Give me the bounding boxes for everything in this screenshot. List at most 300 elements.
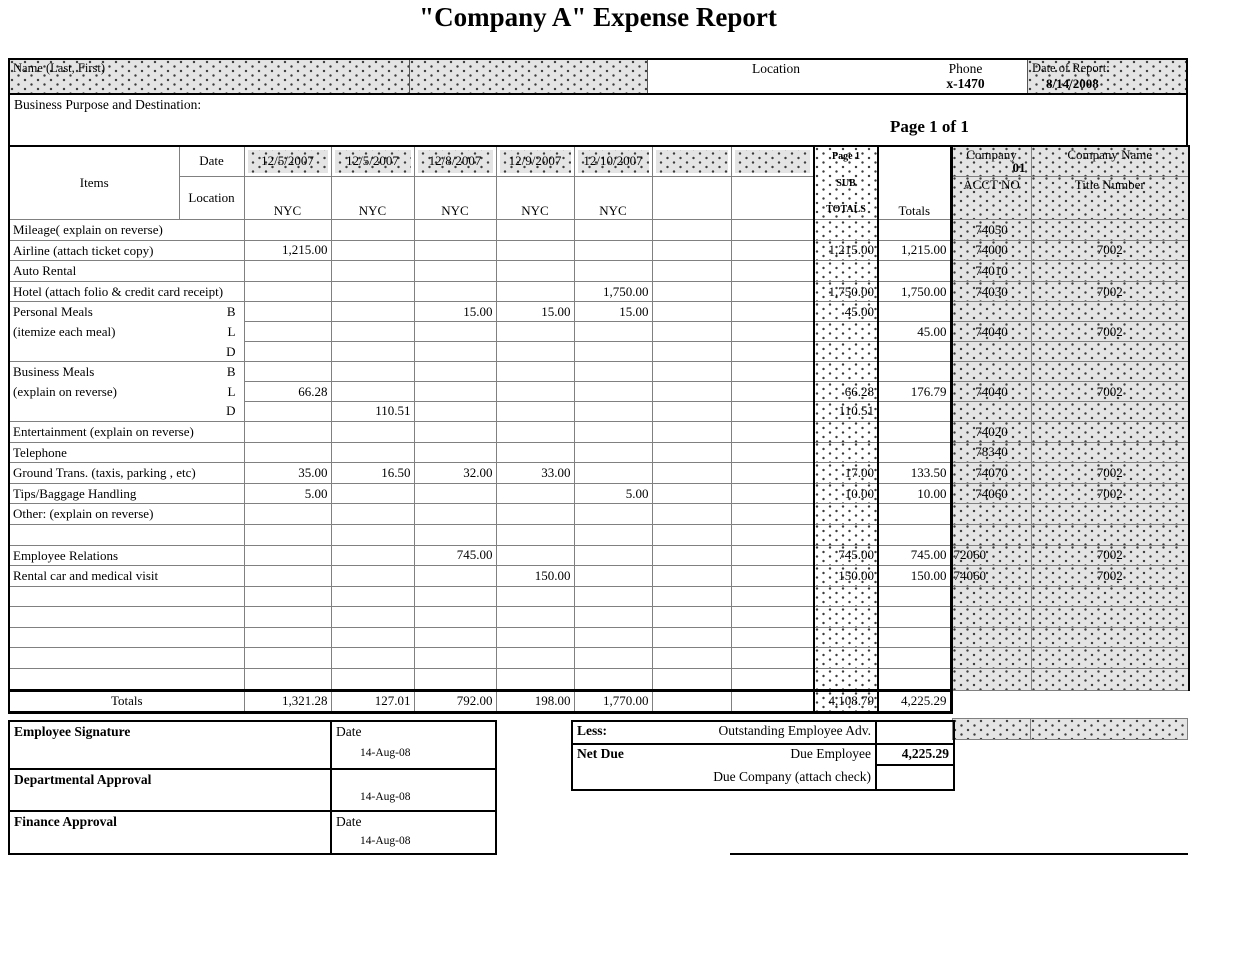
acct-no-cell: 74020 [951,421,1031,442]
item-label-cell [9,545,244,566]
item-label: Mileage( explain on reverse) [13,222,163,237]
expense-value-cell [731,342,814,362]
expense-value-cell [731,524,814,545]
item-label-cell [9,483,244,504]
expense-value-cell: 110.51 [331,402,414,422]
expense-value-cell [731,362,814,382]
expense-table-body [9,146,1189,712]
expense-value-cell [496,442,574,463]
acct-no-cell: 74040 [951,382,1031,402]
expense-value-cell [574,261,652,282]
expense-value-cell [652,648,731,669]
expense-row [9,627,1189,648]
expense-value-cell [652,483,731,504]
expense-value-cell [731,607,814,628]
total-cell [878,220,951,241]
item-label: Other: (explain on reverse) [13,506,154,522]
item-label-line [13,241,241,261]
bottom-section [8,714,1188,970]
expense-value-cell [731,261,814,282]
table-header-row-2 [9,176,1189,219]
date-column-header: 12/8/2007 [414,146,496,176]
date-label: Date [336,813,362,829]
expense-value-cell [731,442,814,463]
acct-no-cell [951,627,1031,648]
total-cell [878,342,951,362]
date-of-report-label: Date of Report: [1032,61,1110,75]
date-value: 14-Aug-08 [360,834,411,847]
location-cell: NYC [244,176,331,219]
date-column-header [731,146,814,176]
sub-total-cell [814,362,878,382]
company-label: Company [966,147,1017,163]
expense-value-cell [731,302,814,322]
date-of-report-field [1028,60,1186,93]
expense-row [9,240,1189,261]
expense-value-cell [574,504,652,525]
expense-value-cell [574,566,652,587]
outstanding-employee-adv-label: Outstanding Employee Adv. [718,722,871,738]
title-number-cell: 7002 [1031,240,1189,261]
expense-value-cell [414,483,496,504]
acct-no-cell [951,607,1031,628]
item-label: Rental car and medical visit [13,568,159,584]
title-number-cell: 7002 [1031,322,1189,342]
expense-value-cell [414,627,496,648]
sub-totals-line1: Page 1 [831,151,861,162]
location-sublabel: Location [179,176,244,219]
expense-value-cell [244,421,331,442]
acct-no-cell [951,402,1031,422]
expense-value-cell [331,322,414,342]
expense-value-cell [574,342,652,362]
total-cell [878,442,951,463]
expense-value-cell [731,281,814,302]
acct-no-cell: 78340 [951,442,1031,463]
expense-value-cell [731,669,814,691]
title-number-cell [1031,442,1189,463]
due-company-row [573,766,953,789]
report-title: "Company A" Expense Report [419,2,777,32]
title-number-header: Title Number [1031,176,1189,219]
sub-total-cell: 66.28 [814,382,878,402]
sub-total-cell: 45.00 [814,302,878,322]
expense-value-cell [652,669,731,691]
expense-value-cell [731,648,814,669]
item-label-line [13,302,241,322]
phone-value: x-1470 [946,76,985,91]
item-label-cell [9,648,244,669]
name-field-extension[interactable] [410,60,648,93]
acct-no-cell: 74030 [951,281,1031,302]
item-label-line [13,362,241,382]
totals-value-cell: 1,321.28 [244,690,331,712]
acct-no-cell [951,504,1031,525]
sheet [8,58,1188,970]
expense-value-cell [414,240,496,261]
expense-row [9,362,1189,382]
expense-value-cell [331,669,414,691]
item-label: Airline (attach ticket copy) [13,242,154,258]
location-field[interactable] [648,60,904,93]
expense-value-cell [331,483,414,504]
items-header: Items [9,146,179,220]
expense-value-cell [652,220,731,241]
totals-column-header: Totals [878,146,951,220]
expense-value-cell [244,504,331,525]
meal-letter: D [226,403,236,419]
company-code: 01 [1012,160,1026,176]
expense-value-cell [496,261,574,282]
expense-value-cell [331,382,414,402]
expense-value-cell [731,240,814,261]
dotted-strip-title-cell [1031,719,1187,739]
location-cell [731,176,814,219]
acct-no-cell: 74060 [951,566,1031,587]
expense-value-cell [414,261,496,282]
expense-value-cell [244,362,331,382]
dotted-strip-acct-cell [953,719,1031,739]
sub-total-cell: 745.00 [814,545,878,566]
item-label: Business Meals [13,364,95,380]
item-label-group [9,302,244,362]
expense-value-cell [574,220,652,241]
sub-total-cell [814,261,878,282]
approval-label[interactable]: Departmental Approval [10,770,332,810]
sub-total-cell [814,442,878,463]
due-company-value-cell[interactable] [877,766,953,789]
approval-date-cell[interactable] [332,812,495,853]
expense-value-cell [731,586,814,607]
total-cell: 1,215.00 [878,240,951,261]
expense-row [9,220,1189,241]
sub-total-cell: 10.00 [814,483,878,504]
expense-row [9,281,1189,302]
title-number-cell [1031,669,1189,691]
totals-row [9,690,1189,712]
expense-value-cell [652,421,731,442]
expense-table [8,145,1190,714]
acct-no-cell: 74000 [951,240,1031,261]
item-label-cell [9,421,244,442]
expense-value-cell [414,648,496,669]
expense-value-cell [496,545,574,566]
expense-value-cell [731,504,814,525]
expense-value-cell [496,240,574,261]
item-label-line [13,261,241,281]
item-label-line [13,282,241,302]
totals-value-cell: 1,770.00 [574,690,652,712]
expense-value-cell [331,586,414,607]
totals-value-cell: 198.00 [496,690,574,712]
item-label-line [13,401,241,421]
expense-value-cell: 1,215.00 [244,240,331,261]
date-label: Date [336,723,362,739]
expense-value-cell [244,607,331,628]
totals-acct-spacer [951,690,1031,712]
expense-value-cell [244,566,331,587]
title-number-cell: 7002 [1031,566,1189,587]
expense-value-cell [574,586,652,607]
name-field[interactable] [10,60,410,93]
due-employee-label: Due Employee [790,745,871,761]
expense-value-cell [244,669,331,691]
expense-value-cell [331,566,414,587]
title-number-cell [1031,402,1189,422]
expense-value-cell [244,402,331,422]
sub-total-cell [814,669,878,691]
expense-value-cell [652,322,731,342]
expense-value-cell [244,281,331,302]
approval-date-cell[interactable] [332,722,495,768]
expense-value-cell [244,627,331,648]
expense-value-cell [652,545,731,566]
expense-value-cell [652,302,731,322]
date-sublabel: Date [179,146,244,176]
expense-value-cell [331,362,414,382]
expense-value-cell [496,648,574,669]
acct-no-header: ACCT NO [951,176,1031,219]
date-value: 14-Aug-08 [360,790,411,803]
expense-value-cell [731,483,814,504]
total-cell [878,362,951,382]
expense-value-cell [574,648,652,669]
expense-value-cell: 150.00 [496,566,574,587]
expense-value-cell [652,607,731,628]
expense-value-cell: 35.00 [244,463,331,484]
expense-value-cell [414,281,496,302]
location-label: Location [752,61,800,76]
item-label: Personal Meals [13,304,93,320]
acct-no-cell: 72060 [951,545,1031,566]
total-cell [878,648,951,669]
item-label-line [13,648,241,668]
expense-value-cell [731,421,814,442]
expense-value-cell [496,421,574,442]
total-cell [878,402,951,422]
title-number-cell [1031,504,1189,525]
sub-total-cell [814,220,878,241]
name-label: Name (Last, First) [13,61,105,75]
item-label-line [13,382,241,402]
expense-row [9,463,1189,484]
item-label-line [13,463,241,483]
total-cell: 150.00 [878,566,951,587]
meal-letter: L [227,383,236,399]
less-row [573,722,953,745]
expense-value-cell [652,342,731,362]
expense-value-cell [652,240,731,261]
expense-value-cell: 5.00 [244,483,331,504]
expense-row [9,648,1189,669]
item-label-cell [9,586,244,607]
totals-row-label: Totals [9,690,244,712]
item-label-line [13,525,241,545]
item-label: Auto Rental [13,263,77,279]
expense-value-cell [414,402,496,422]
approval-label[interactable]: Employee Signature [10,722,332,768]
approval-row [10,812,495,853]
item-label-cell [9,261,244,282]
approval-label[interactable]: Finance Approval [10,812,332,853]
location-cell: NYC [414,176,496,219]
expense-value-cell [652,627,731,648]
item-label: (itemize each meal) [13,323,116,339]
expense-row [9,669,1189,691]
total-cell [878,302,951,322]
expense-value-cell [331,220,414,241]
title-number-cell [1031,261,1189,282]
expense-value-cell [414,669,496,691]
item-label-line [13,422,241,442]
total-cell: 133.50 [878,463,951,484]
business-purpose-band[interactable] [8,95,1188,145]
expense-value-cell [731,402,814,422]
total-cell [878,607,951,628]
expense-row [9,483,1189,504]
expense-value-cell: 33.00 [496,463,574,484]
expense-row [9,524,1189,545]
expense-value-cell [574,524,652,545]
expense-value-cell [331,240,414,261]
sub-total-cell: 150.00 [814,566,878,587]
expense-row [9,504,1189,525]
title-number-cell: 7002 [1031,545,1189,566]
meal-letter: D [226,343,236,359]
expense-value-cell [574,240,652,261]
due-company-label: Due Company (attach check) [713,768,871,784]
sub-total-cell [814,607,878,628]
expense-value-cell [731,463,814,484]
title-number-cell [1031,607,1189,628]
total-cell: 745.00 [878,545,951,566]
approval-date-cell[interactable] [332,770,495,810]
item-label-cell [9,281,244,302]
expense-value-cell [331,342,414,362]
expense-value-cell [731,322,814,342]
expense-row [9,442,1189,463]
expense-value-cell [574,402,652,422]
approval-row [10,722,495,770]
expense-value-cell [574,463,652,484]
expense-value-cell [731,545,814,566]
net-due-row [573,745,953,766]
totals-value-cell: 127.01 [331,690,414,712]
expense-value-cell [496,504,574,525]
acct-no-cell [951,669,1031,691]
sub-total-cell [814,504,878,525]
expense-value-cell [331,627,414,648]
expense-value-cell [244,322,331,342]
expense-value-cell [331,648,414,669]
total-cell [878,421,951,442]
acct-no-cell [951,586,1031,607]
acct-no-cell [951,302,1031,322]
expense-value-cell [652,524,731,545]
expense-value-cell [652,504,731,525]
totals-value-cell [652,690,731,712]
meal-letter: L [227,323,236,339]
title-number-cell [1031,220,1189,241]
sub-totals-line3: TOTALS [826,204,866,215]
sub-total-cell: 110.51 [814,402,878,422]
expense-value-cell [244,648,331,669]
totals-value-cell [731,690,814,712]
title-number-cell [1031,586,1189,607]
item-label-cell [9,220,244,241]
sub-total-cell [814,322,878,342]
meal-letter: B [226,364,236,380]
item-label-cell [9,442,244,463]
item-label-line [13,566,241,586]
totals-value-cell: 792.00 [414,690,496,712]
grand-total-cell: 4,225.29 [878,690,951,712]
expense-value-cell [414,382,496,402]
total-cell [878,504,951,525]
acct-no-cell: 74070 [951,463,1031,484]
page1-sub-totals-header [814,146,878,220]
expense-row [9,607,1189,628]
expense-value-cell: 15.00 [574,302,652,322]
title-number-cell: 7002 [1031,483,1189,504]
expense-value-cell [652,402,731,422]
sub-total-cell [814,524,878,545]
signature-line [730,853,1188,855]
item-label-line [13,443,241,463]
expense-value-cell [414,220,496,241]
expense-value-cell [496,281,574,302]
totals-title-spacer [1031,690,1189,712]
sub-total-cell [814,627,878,648]
item-label-cell [9,607,244,628]
acct-no-cell [951,362,1031,382]
item-label-cell [9,566,244,587]
location-cell: NYC [496,176,574,219]
outstanding-value-cell[interactable] [877,722,953,745]
expense-value-cell [496,362,574,382]
expense-value-cell [574,442,652,463]
item-label-line [13,484,241,504]
item-label-line [13,220,241,240]
expense-value-cell [244,545,331,566]
expense-value-cell: 5.00 [574,483,652,504]
expense-value-cell [414,362,496,382]
total-cell [878,524,951,545]
dotted-strip [952,718,1188,740]
expense-value-cell [652,566,731,587]
expense-value-cell: 15.00 [414,302,496,322]
expense-row [9,586,1189,607]
expense-value-cell [574,421,652,442]
expense-value-cell [496,586,574,607]
location-cell: NYC [331,176,414,219]
expense-value-cell: 15.00 [496,302,574,322]
item-label-line [13,628,241,648]
date-column-header: 12/9/2007 [496,146,574,176]
expense-value-cell [331,504,414,525]
item-label: Ground Trans. (taxis, parking , etc) [13,465,196,481]
approval-row [10,770,495,812]
item-label-cell [9,240,244,261]
expense-value-cell [414,421,496,442]
sub-total-cell [814,648,878,669]
expense-value-cell [331,442,414,463]
expense-value-cell [331,261,414,282]
item-label: (explain on reverse) [13,383,117,399]
expense-value-cell [731,627,814,648]
sub-total-cell [814,342,878,362]
less-label: Less: [577,722,607,738]
